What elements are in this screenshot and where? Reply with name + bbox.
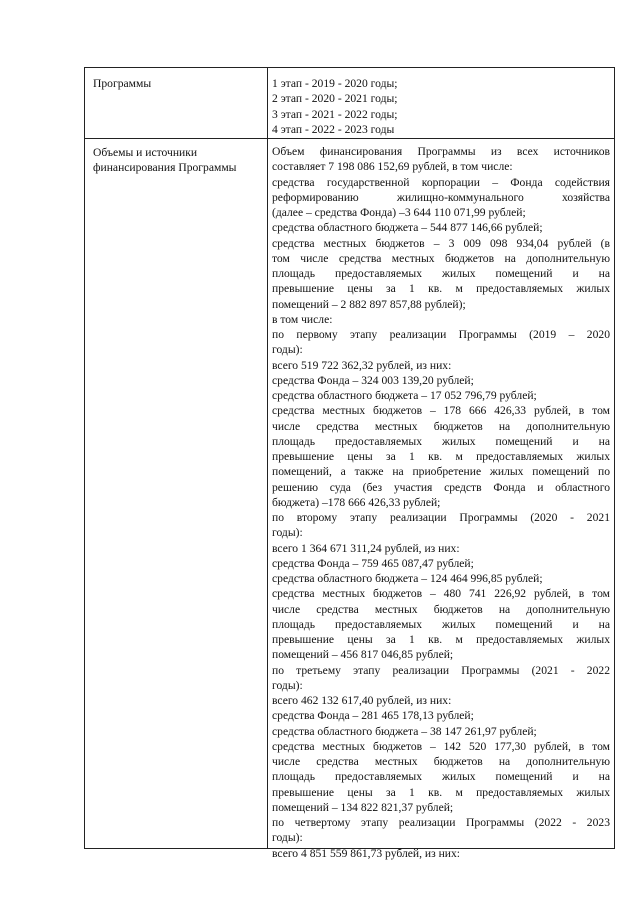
funding-text-line: площадь предоставляемых жилых помещений и на — [272, 617, 610, 631]
row1-label-cell — [93, 76, 261, 91]
funding-text-line: площадь предоставляемых жилых помещений и на — [272, 434, 610, 448]
funding-text-line: площадь предоставляемых жилых помещений и на — [272, 770, 610, 784]
funding-text-line: средства Фонда – 281 465 178,13 рублей; — [272, 709, 474, 723]
funding-text-line: всего 519 722 362,32 рублей, из них: — [272, 358, 452, 372]
row1-value-cell — [272, 76, 610, 137]
funding-text-line: средства местных бюджетов – 480 741 226,92 рублей, в том — [272, 587, 610, 601]
funding-text-line: средства областного бюджета – 124 464 996,85 рублей; — [272, 572, 543, 585]
funding-text-line: годы): — [272, 678, 303, 692]
funding-text-line: в том числе: — [272, 312, 333, 326]
funding-text-line: годы): — [272, 831, 303, 845]
funding-text-line: средства Фонда – 324 003 139,20 рублей; — [272, 373, 474, 387]
funding-text-line: превышение цены за 1 кв. м предоставляемых жилых — [272, 633, 610, 646]
funding-text-line: средства областного бюджета – 17 052 796,79 рублей; — [272, 389, 537, 402]
funding-text-line: решению суда (без участия средств Фонда и областного — [272, 480, 610, 494]
funding-text-line: всего 462 132 617,40 рублей, из них: — [272, 694, 452, 707]
funding-text-line: числе средства местных бюджетов на дополнительную — [272, 602, 610, 616]
funding-text-line: средства Фонда – 759 465 087,47 рублей; — [272, 556, 474, 570]
funding-text-line: помещений, а также на приобретение жилых помещений по — [272, 465, 610, 479]
row2-label-line: Объемы и источники — [93, 146, 198, 159]
funding-text-line: помещений – 456 817 046,85 рублей; — [272, 648, 454, 662]
funding-text-line: Объем финансирования Программы из всех источников — [272, 145, 610, 158]
funding-text-line: средства областного бюджета – 544 877 146,66 рублей; — [272, 221, 543, 235]
funding-text-line: помещений – 2 882 897 857,88 рублей); — [272, 297, 466, 311]
funding-text-line: том числе средства местных бюджетов на дополнительную — [272, 251, 610, 265]
stage-line: 3 этап - 2021 - 2022 годы; — [272, 107, 398, 121]
funding-text-line: средства государственной корпорации – Фонда содействия — [272, 175, 610, 189]
funding-text-line: числе средства местных бюджетов на дополнительную — [272, 755, 610, 768]
funding-text-line: составляет 7 198 086 152,69 рублей, в том числе: — [272, 160, 513, 174]
column-divider — [267, 68, 268, 848]
funding-text-line: по первому этапу реализации Программы (2019 – 2020 — [272, 328, 610, 341]
stage-line: 2 этап - 2020 - 2021 годы; — [272, 92, 398, 106]
funding-text-line: (далее – средства Фонда) –3 644 110 071,99 рублей; — [272, 206, 526, 219]
funding-text-line: всего 4 851 559 861,73 рублей, из них: — [272, 846, 460, 860]
funding-text-line: годы): — [272, 526, 303, 540]
funding-text-line: помещений – 134 822 821,37 рублей; — [272, 800, 454, 814]
row1-label: Программы — [93, 77, 152, 90]
funding-text-line: превышение цены за 1 кв. м предоставляемых жилых — [272, 282, 610, 296]
program-passport-table — [84, 67, 615, 860]
funding-text-line: по четвертому этапу реализации Программы (2022 - 2023 — [272, 816, 610, 829]
funding-text-line: годы): — [272, 343, 303, 357]
row-divider — [85, 138, 614, 139]
funding-text-line: средства местных бюджетов – 178 666 426,33 рублей, в том — [272, 404, 610, 418]
row2-label-line: финансирования Программы — [93, 161, 237, 175]
row2-label-cell — [93, 145, 261, 176]
row2-value-cell — [272, 144, 610, 861]
funding-text-line: средства местных бюджетов – 142 520 177,30 рублей, в том — [272, 739, 610, 753]
funding-text-line: превышение цены за 1 кв. м предоставляемых жилых — [272, 785, 610, 799]
funding-text-line: числе средства местных бюджетов на дополнительную — [272, 419, 610, 433]
funding-text-line: реформированию жилищно-коммунального хозяйства — [272, 190, 610, 204]
stage-line: 1 этап - 2019 - 2020 годы; — [272, 77, 398, 90]
funding-text-line: по третьему этапу реализации Программы (2021 - 2022 — [272, 663, 610, 677]
funding-text-line: бюджета) –178 666 426,33 рублей; — [272, 495, 441, 509]
funding-text-line: по второму этапу реализации Программы (2020 - 2021 — [272, 511, 610, 524]
funding-text-line: средства местных бюджетов – 3 009 098 934,04 рублей (в — [272, 236, 610, 250]
funding-text-line: средства областного бюджета – 38 147 261,97 рублей; — [272, 724, 537, 738]
funding-text-line: превышение цены за 1 кв. м предоставляемых жилых — [272, 450, 610, 463]
funding-text-line: площадь предоставляемых жилых помещений и на — [272, 267, 610, 280]
stage-line: 4 этап - 2022 - 2023 годы — [272, 122, 395, 136]
funding-text-line: всего 1 364 671 311,24 рублей, из них: — [272, 541, 460, 555]
